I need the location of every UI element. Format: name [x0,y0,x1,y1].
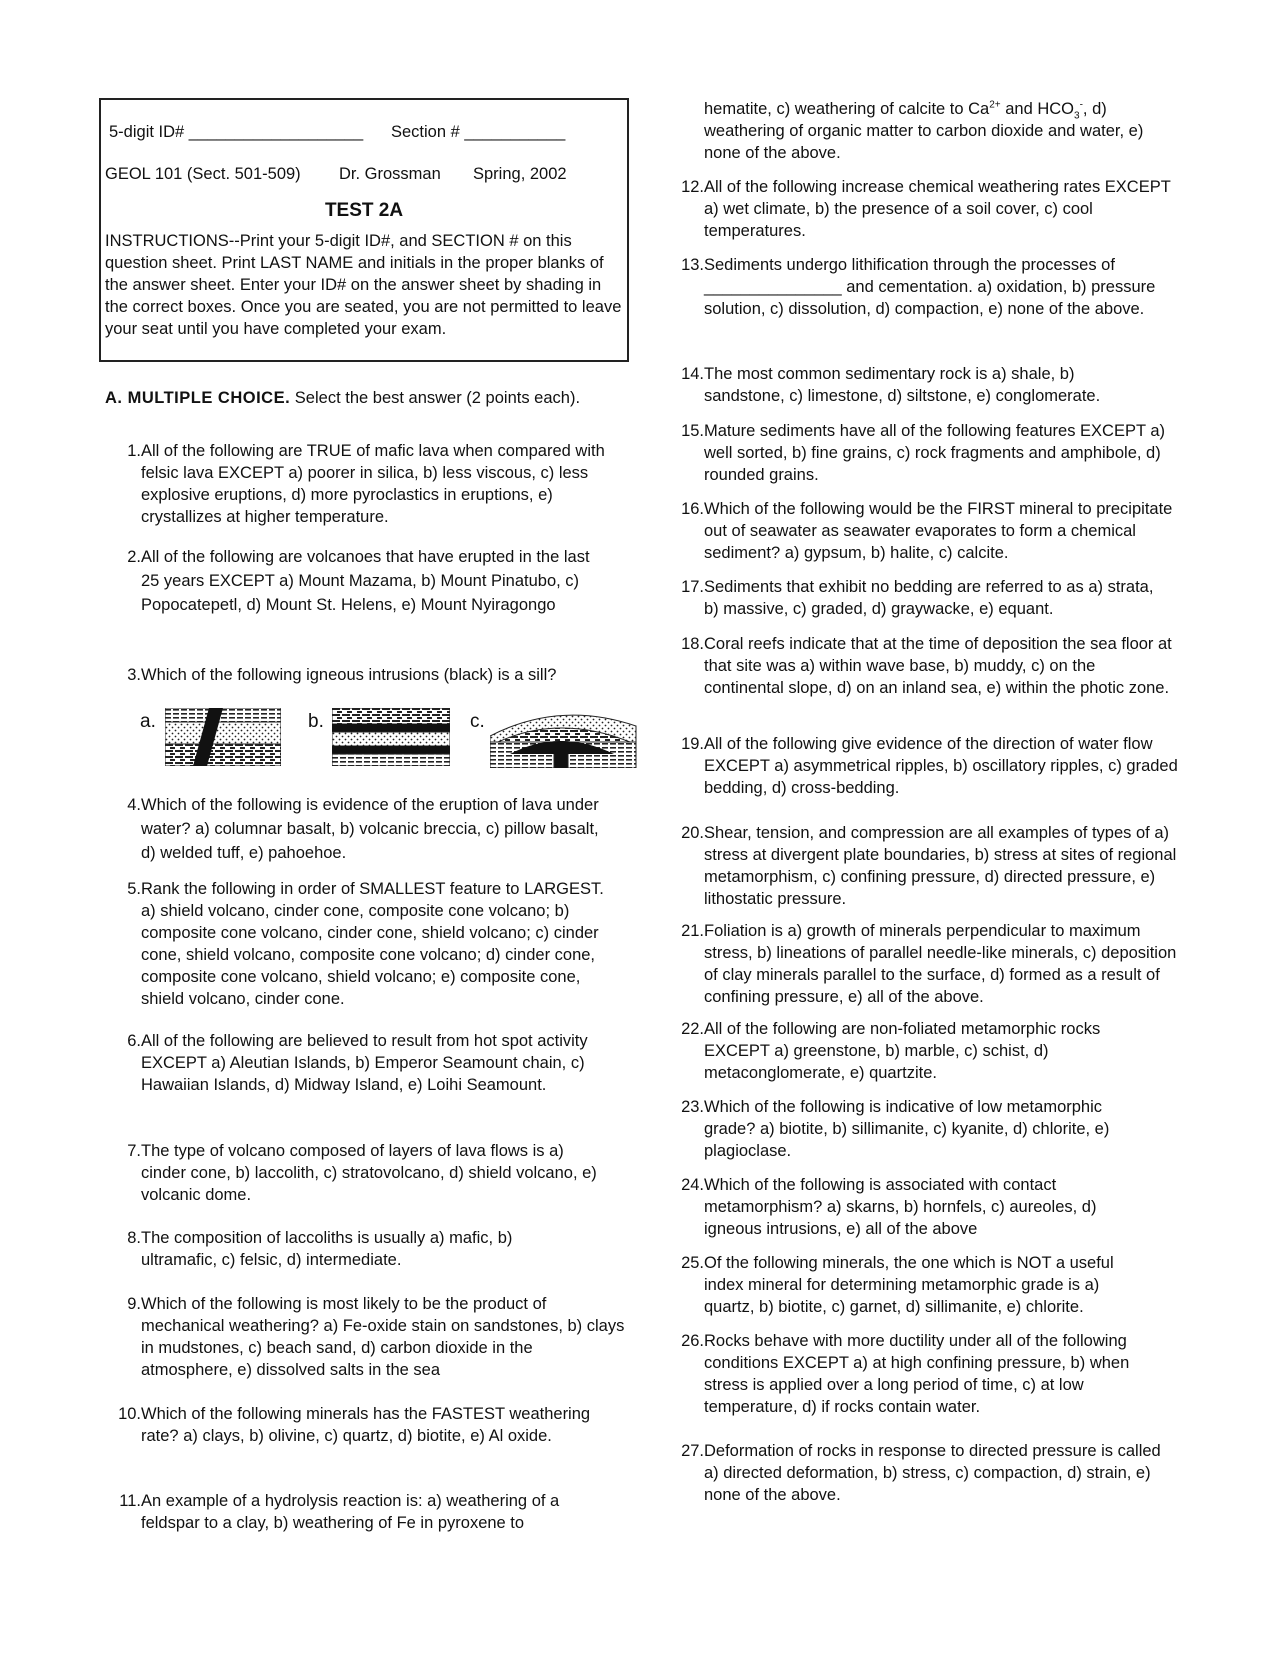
question-text: Which of the following is evidence of the eruption of lava under water? a) columnar basalt, b) volcanic breccia, c) pillow basalt, d) welded tuff, e) pahoehoe. [141,796,599,862]
question-text: Sediments that exhibit no bedding are referred to as a) strata, b) massive, c) graded, d) graywacke, e) equant. [704,578,1154,618]
question-text: Which of the following is associated with contact metamorphism? a) skarns, b) hornfels, c) aureoles, d) igneous intrusions, e) all of the above [704,1176,1097,1238]
question-text: Coral reefs indicate that at the time of deposition the sea floor at that site was a) within wave base, b) muddy, c) on the continental slope, d) on an inland sea, e) within the photic zone. [704,635,1172,697]
question-text: Which of the following is indicative of low metamorphic grade? a) biotite, b) sillimanite, c) kyanite, d) chlorite, e) plagioclase. [704,1098,1110,1160]
section-heading [105,387,615,409]
dike-diagram [165,708,281,766]
question-number: 10. [118,1405,141,1423]
question-number: 18. [681,635,704,653]
question-number: 25. [681,1254,704,1272]
instructor-name: Dr. Grossman [339,165,441,183]
question-text: Deformation of rocks in response to directed pressure is called a) directed deformation, b) stress, c) compaction, d) strain, e) none of the above. [704,1442,1161,1504]
question-text: All of the following are non-foliated metamorphic rocks EXCEPT a) greenstone, b) marble, c) schist, d) metaconglomerate, e) quartzite. [704,1020,1101,1082]
question-text: Which of the following is most likely to be the product of mechanical weathering? a) Fe-oxide stain on sandstones, b) clays in mudstones, c) beach sand, d) carbon dioxide in the atmosphere, e) dissolved salts in the sea [141,1295,625,1379]
diagram-label-a: a. [140,711,156,732]
q11-cont-part2: and HCO [1000,100,1075,118]
question-number: 14. [681,365,704,383]
question-number: 24. [681,1176,704,1194]
term: Spring, 2002 [473,165,567,183]
sill-diagram [332,708,450,766]
question-text: Which of the following igneous intrusions (black) is a sill? [141,666,557,684]
question-number: 15. [681,422,704,440]
question-text: All of the following are volcanoes that have erupted in the last 25 years EXCEPT a) Mount Mazama, b) Mount Pinatubo, c) Popocatepetl, d) Mount St. Helens, e) Mount Nyiragongo [141,548,590,614]
question-number: 17. [681,578,704,596]
q11-cont-sub1: 3 [1074,110,1080,122]
question-number: 8. [127,1229,141,1247]
q11-cont-part1: hematite, c) weathering of calcite to Ca [704,100,990,118]
question-text: An example of a hydrolysis reaction is: a) weathering of a feldspar to a clay, b) weathering of Fe in pyroxene to [141,1492,560,1532]
question-number: 2. [127,548,141,566]
question-text: Sediments undergo lithification through the processes of _______________ and cementation. a) oxidation, b) pressure solution, c) dissolution, d) compaction, e) none of the above. [704,256,1156,318]
course-name: GEOL 101 (Sect. 501-509) [105,165,301,183]
question-number: 22. [681,1020,704,1038]
question-number: 12. [681,178,704,196]
question-number: 20. [681,824,704,842]
laccolith-diagram [490,706,640,768]
header-box [99,98,629,362]
question-number: 3. [127,666,141,684]
question-number: 27. [681,1442,704,1460]
question-text: Which of the following would be the FIRST mineral to precipitate out of seawater as seawater evaporates to form a chemical sediment? a) gypsum, b) halite, c) calcite. [704,500,1173,562]
question-number: 11. [119,1492,141,1510]
question-text: The composition of laccoliths is usually a) mafic, b) ultramafic, c) felsic, d) intermediate. [141,1229,513,1269]
question-text: Foliation is a) growth of minerals perpendicular to maximum stress, b) lineations of parallel needle-like minerals, c) deposition of clay minerals parallel to the surface, d) formed as a result of confining pressure, e) all of the above. [704,922,1177,1006]
question-number: 9. [127,1295,141,1313]
id-line: 5-digit ID# ___________________ [109,123,364,141]
question-number: 19. [681,735,704,753]
q11-cont-part3: , d) weathering of organic matter to carbon dioxide and water, e) none of the above. [704,100,1144,162]
question-text: All of the following are believed to result from hot spot activity EXCEPT a) Aleutian Islands, b) Emperor Seamount chain, c) Hawaiian Islands, d) Midway Island, e) Loihi Seamount. [141,1032,588,1094]
question-number: 21. [681,922,704,940]
question-text: All of the following increase chemical weathering rates EXCEPT a) wet climate, b) the presence of a soil cover, c) cool temperatures. [704,178,1171,240]
question-number: 23. [681,1098,704,1116]
instructions: INSTRUCTIONS--Print your 5-digit ID#, and SECTION # on this question sheet. Print LAST NAME and initials in the proper blanks of the answer sheet. Enter your ID# on the answer sheet by shading in the correct boxes. Once you are seated, you are not permitted to leave your seat until you have completed your exam. [105,232,622,338]
question-number: 1. [127,442,141,460]
question-number: 5. [127,880,141,898]
question-number: 6. [127,1032,141,1050]
question-text: The most common sedimentary rock is a) shale, b) sandstone, c) limestone, d) siltstone, e) conglomerate. [704,365,1101,405]
question-text: Of the following minerals, the one which is NOT a useful index mineral for determining metamorphic grade is a) quartz, b) biotite, c) garnet, d) sillimanite, e) chlorite. [704,1254,1114,1316]
question-text: Mature sediments have all of the following features EXCEPT a) well sorted, b) fine grains, c) rock fragments and amphibole, d) rounded grains. [704,422,1166,484]
question-text: Rank the following in order of SMALLEST feature to LARGEST. a) shield volcano, cinder cone, composite cone volcano; b) composite cone volcano, cinder cone, shield volcano; c) cinder cone, shield volcano, composite cone volcano; d) cinder cone, composite cone volcano, shield volcano; e) composite cone, shield volcano, cinder cone. [141,880,604,1008]
question-number: 4. [127,796,141,814]
diagram-label-c: c. [470,711,485,732]
section-text: Select the best answer (2 points each). [294,389,581,407]
question-number: 7. [127,1142,141,1160]
question-text: All of the following give evidence of the direction of water flow EXCEPT a) asymmetrical ripples, b) oscillatory ripples, c) graded bedding, d) cross-bedding. [704,735,1178,797]
question-number: 13. [681,256,704,274]
question-text: The type of volcano composed of layers of lava flows is a) cinder cone, b) laccolith, c) stratovolcano, d) shield volcano, e) volcanic dome. [141,1142,597,1204]
section-label: A. MULTIPLE CHOICE. [105,389,291,407]
question-number: 26. [681,1332,704,1350]
question-number: 16. [681,500,704,518]
question-text: All of the following are TRUE of mafic lava when compared with felsic lava EXCEPT a) poorer in silica, b) less viscous, c) less explosive eruptions, d) more pyroclastics in eruptions, e) crystallizes at higher temperature. [141,442,605,526]
section-line: Section # ___________ [391,123,566,141]
q11-cont-sup2: - [1079,99,1083,111]
diagram-label-b: b. [308,711,324,732]
test-title: TEST 2A [324,200,404,221]
question-text: Shear, tension, and compression are all examples of types of a) stress at divergent plate boundaries, b) stress at sites of regional metamorphism, c) confining pressure, d) directed pressure, e) lithostatic pressure. [704,824,1177,908]
question-text: Which of the following minerals has the FASTEST weathering rate? a) clays, b) olivine, c) quartz, d) biotite, e) Al oxide. [141,1405,591,1445]
question-text: Rocks behave with more ductility under all of the following conditions EXCEPT a) at high confining pressure, b) when stress is applied over a long period of time, c) at low temperature, d) if rocks contain water. [704,1332,1130,1416]
q11-cont-sup1: 2+ [989,99,1001,111]
